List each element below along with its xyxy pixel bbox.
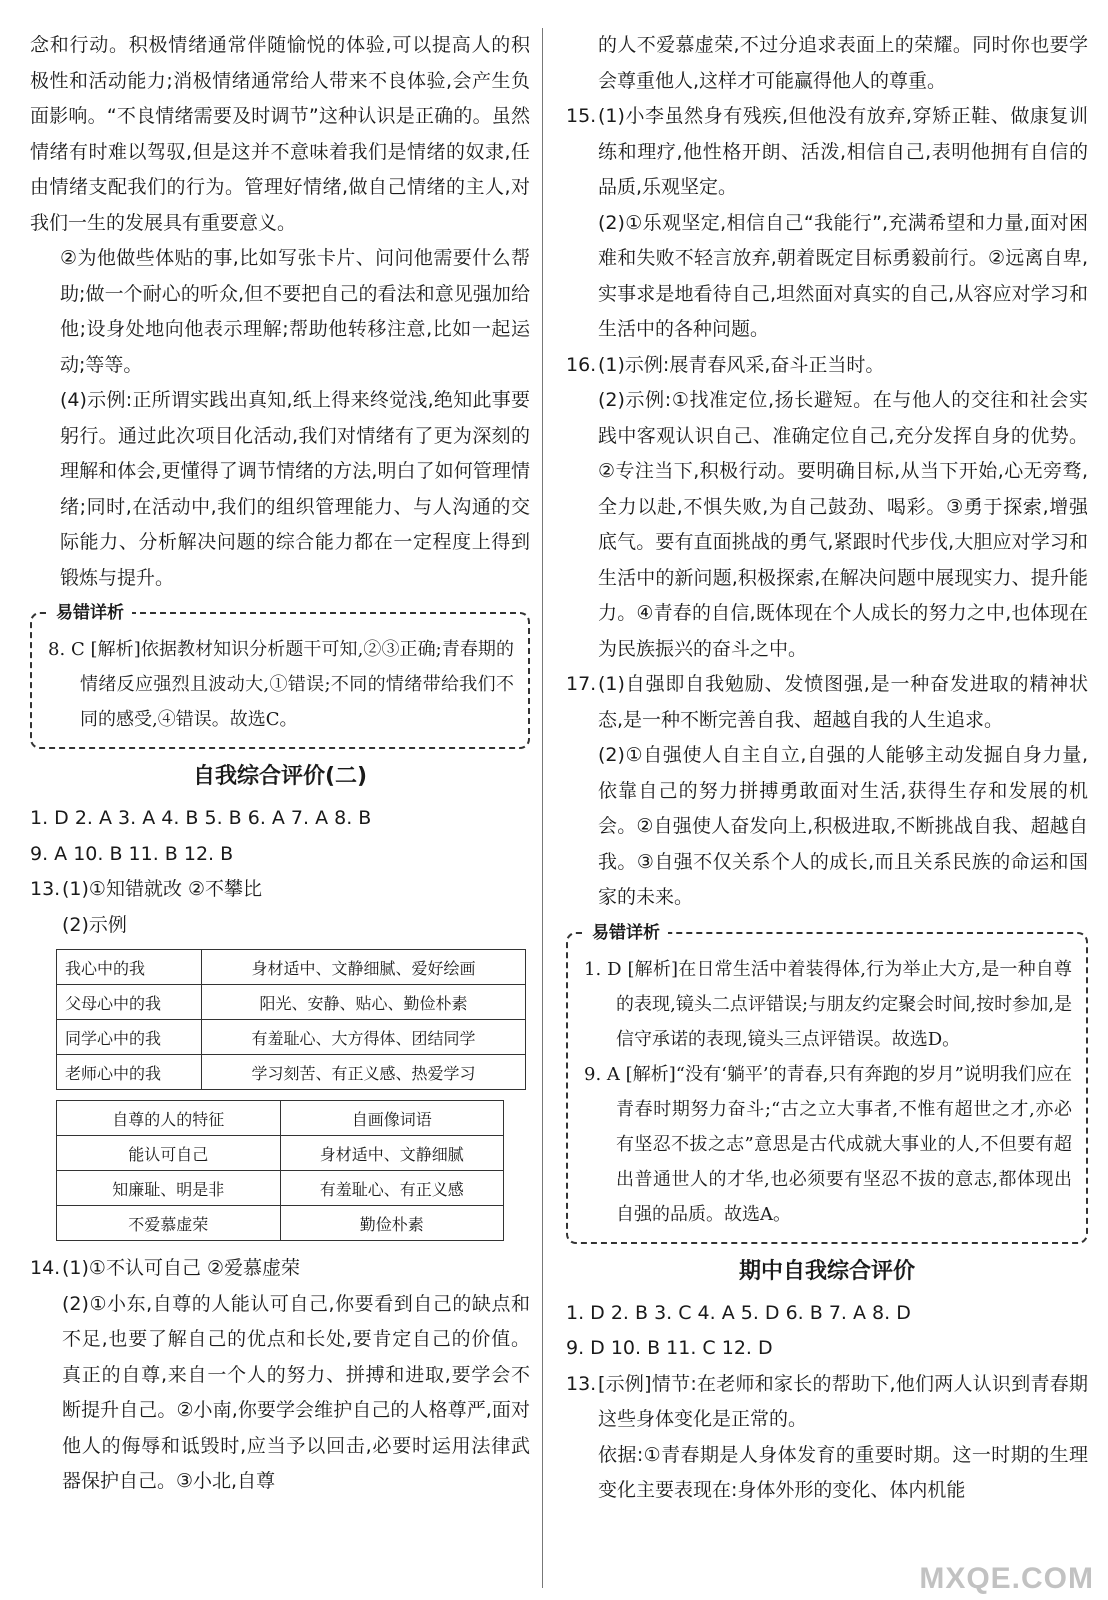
question-13-midterm-part-2: 依据:①青春期是人身体发育的重要时期。这一时期的生理变化主要表现在:身体外形的变化、体内机能 [598, 1443, 1088, 1501]
question-13-midterm-part-1: [示例]情节:在老师和家长的帮助下,他们两人认识到青春期这些身体变化是正常的。 [598, 1372, 1088, 1430]
table-cell: 我心中的我 [57, 950, 202, 985]
answer-line-1: 1. D 2. A 3. A 4. B 5. B 6. A 7. A 8. B [30, 807, 372, 829]
question-13-midterm [566, 1367, 1088, 1509]
table-row [57, 985, 526, 1020]
table-cell: 身材适中、文静细腻、爱好绘画 [202, 950, 526, 985]
question-13-part-2: (2)示例 [62, 913, 127, 936]
table-row [57, 950, 526, 985]
question-13 [30, 872, 530, 943]
error-analysis-text: 8. C [解析]依据教材知识分析题干可知,②③正确;青春期的情绪反应强烈且波动大,①错误;不同的情绪带给我们不同的感受,④错误。故选C。 [48, 639, 514, 730]
question-14-part-1: (1)①不认可自己 ②爱慕虚荣 [62, 1257, 301, 1279]
table-cell: 不爱慕虚荣 [57, 1206, 281, 1241]
error-analysis-box-left [30, 603, 530, 749]
question-number: 13. [30, 878, 61, 900]
question-17 [566, 667, 1088, 916]
question-14 [30, 1251, 530, 1500]
table-row [57, 1171, 504, 1206]
question-number: 15. [566, 105, 597, 127]
table-cell: 知廉耻、明是非 [57, 1171, 281, 1206]
error-analysis-item-2: 9. A [解析]“没有‘躺平’的青春,只有奔跑的岁月”说明我们应在青春时期努力奋斗;“古之立大事者,不惟有超世之才,亦必有坚忍不拔之志”意思是古代成就大事业的人,不但要有超出普通世人的才华,也必须要有坚忍不拔的意志,都体现出自强的品质。故选A。 [584, 1063, 1072, 1225]
question-14-part-2: (2)①小东,自尊的人能认可自己,你要看到自己的缺点和不足,也要了解自己的优点和长处,要肯定自己的价值。真正的自尊,来自一个人的努力、拼搏和进取,要学会不断提升自己。②小南,你要学会维护自己的人格尊严,面对他人的侮辱和诋毁时,应当予以回击,必要时运用法律武器保护自己。③小北,自尊 [62, 1292, 530, 1492]
table-cell: 身材适中、文静细腻 [280, 1136, 504, 1171]
question-number: 13. [566, 1372, 597, 1395]
question-16 [566, 348, 1088, 668]
table-row [57, 1055, 526, 1090]
table-cell: 学习刻苦、有正义感、热爱学习 [202, 1055, 526, 1090]
question-number: 14. [30, 1257, 61, 1279]
answer-line-2: 9. A 10. B 11. B 12. B [30, 842, 234, 865]
question-15 [566, 99, 1088, 348]
table-cell: 勤俭朴素 [280, 1206, 504, 1241]
right-column [566, 28, 1088, 1509]
table-cell: 阳光、安静、贴心、勤俭朴素 [202, 985, 526, 1020]
question-16-part-1: (1)示例:展青春风采,奋斗正当时。 [598, 353, 885, 376]
table-cell: 有羞耻心、大方得体、团结同学 [202, 1020, 526, 1055]
table-row [57, 1101, 504, 1136]
answer-line-1: 1. D 2. B 3. C 4. A 5. D 6. B 7. A 8. D [566, 1301, 911, 1324]
question-number: 17. [566, 673, 597, 695]
table-cell: 能认可自己 [57, 1136, 281, 1171]
self-respect-table [56, 1100, 504, 1241]
table-cell: 有羞耻心、有正义感 [280, 1171, 504, 1206]
question-17-part-1: (1)自强即自我勉励、发愤图强,是一种奋发进取的精神状态,是一种不断完善自我、超越自我的人生追求。 [598, 673, 1088, 731]
section-title-midterm: 期中自我综合评价 [738, 1258, 915, 1284]
error-analysis-caption: 易错详析 [48, 601, 132, 625]
table-row [57, 1136, 504, 1171]
question-17-part-2: (2)①自强使人自主自立,自强的人能够主动发掘自身力量,依靠自己的努力拼搏勇敢面对生活,获得生存和发展的机会。②自强使人奋发向上,积极进取,不断挑战自我、超越自我。③自强不仅关系个人的成长,而且关系民族的命运和国家的未来。 [598, 744, 1088, 908]
question-15-part-2: (2)①乐观坚定,相信自己“我能行”,充满希望和力量,面对困难和失败不轻言放弃,朝着既定目标勇毅前行。②远离自卑,实事求是地看待自己,坦然面对真实的自己,从容应对学习和生活中的各种问题。 [598, 211, 1088, 340]
column-divider [542, 28, 543, 1588]
table-header-cell: 自画像词语 [280, 1101, 504, 1136]
answer-line-2: 9. D 10. B 11. C 12. D [566, 1337, 773, 1359]
watermark: MXQE.COM [919, 1562, 1094, 1595]
intro-paragraph-2: ②为他做些体贴的事,比如写张卡片、问问他需要什么帮助;做一个耐心的听众,但不要把自己的看法和意见强加给他;设身处地向他表示理解;帮助他转移注意,比如一起运动;等等。 [60, 247, 530, 376]
intro-paragraph-3: (4)示例:正所谓实践出真知,纸上得来终觉浅,绝知此事要躬行。通过此次项目化活动,我们对情绪有了更为深刻的理解和体会,更懂得了调节情绪的方法,明白了如何管理情绪;同时,在活动中,我们的组织管理能力、与人沟通的交际能力、分析解决问题的综合能力都在一定程度上得到锻炼与提升。 [60, 389, 530, 589]
table-row [57, 1020, 526, 1055]
table-row [57, 1206, 504, 1241]
q14-continuation: 的人不爱慕虚荣,不过分追求表面上的荣耀。同时你也要学会尊重他人,这样才可能赢得他人的尊重。 [598, 34, 1088, 92]
table-cell: 老师心中的我 [57, 1055, 202, 1090]
intro-paragraph-1: 念和行动。积极情绪通常伴随愉悦的体验,可以提高人的积极性和活动能力;消极情绪通常给人带来不良体验,会产生负面影响。“不良情绪需要及时调节”这种认识是正确的。虽然情绪有时难以驾驭,但是这并不意味着我们是情绪的奴隶,任由情绪支配我们的行为。管理好情绪,做自己情绪的主人,对我们一生的发展具有重要意义。 [30, 34, 530, 234]
question-15-part-1: (1)小李虽然身有残疾,但他没有放弃,穿矫正鞋、做康复训练和理疗,他性格开朗、活泼,相信自己,表明他拥有自信的品质,乐观坚定。 [598, 105, 1088, 198]
section-title-self-eval-2: 自我综合评价(二) [192, 764, 368, 789]
left-column [30, 28, 530, 1500]
error-analysis-item-1: 1. D [解析]在日常生活中着装得体,行为举止大方,是一种自尊的表现,镜头二点评错误;与朋友约定聚会时间,按时参加,是信守承诺的表现,镜头三点评错误。故选D。 [584, 958, 1072, 1050]
question-16-part-2: (2)示例:①找准定位,扬长避短。在与他人的交往和社会实践中客观认识自己、准确定位自己,充分发挥自身的优势。②专注当下,积极行动。要明确目标,从当下开始,心无旁骛,全力以赴,不惧失败,为自己鼓劲、喝彩。③勇于探索,增强底气。要有直面挑战的勇气,紧跟时代步伐,大胆应对学习和生活中的新问题,积极探索,在解决问题中展现实力、提升能力。④青春的自信,既体现在个人成长的努力之中,也体现在为民族振兴的奋斗之中。 [598, 389, 1088, 660]
self-image-table [56, 949, 526, 1090]
table-cell: 同学心中的我 [57, 1020, 202, 1055]
table-cell: 父母心中的我 [57, 985, 202, 1020]
table-header-cell: 自尊的人的特征 [57, 1101, 281, 1136]
question-number: 16. [566, 353, 597, 376]
question-13-part-1: (1)①知错就改 ②不攀比 [62, 878, 263, 900]
error-analysis-caption: 易错详析 [584, 921, 668, 945]
error-analysis-box-right [566, 922, 1088, 1244]
